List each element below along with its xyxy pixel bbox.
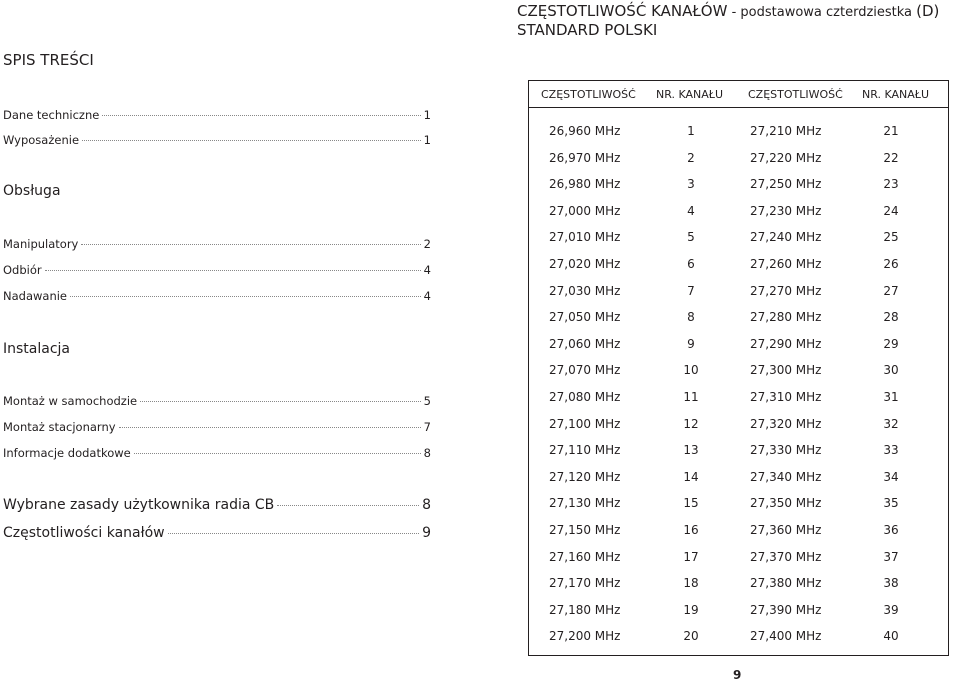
page-number: 9 (733, 668, 742, 682)
channel-cell: 21 (883, 124, 899, 138)
frequency-cell: 27,170 MHz (549, 576, 621, 591)
channel-cell: 9 (687, 336, 695, 351)
toc-entry-dane-techniczne[interactable] (3, 108, 431, 122)
channel-cell: 16 (683, 523, 699, 537)
channel-cell: 12 (683, 416, 699, 431)
toc-entry-label: Wybrane zasady użytkownika radia CB (3, 497, 275, 513)
frequency-cell: 27,050 MHz (549, 310, 621, 325)
channel-cell: 29 (883, 336, 899, 351)
toc-entry-page: 2 (423, 237, 431, 251)
frequency-cell: 27,110 MHz (549, 443, 621, 458)
toc-leader-dots (134, 453, 421, 454)
toc-entry-montaz-stacjonarny[interactable] (3, 420, 431, 434)
frequency-cell: 27,260 MHz (750, 257, 822, 271)
frequency-cell: 27,210 MHz (750, 124, 822, 138)
channel-cell: 8 (687, 310, 695, 325)
toc-entry-montaz-samochod[interactable] (3, 394, 431, 408)
page-title-main: CZĘSTOTLIWOŚĆ KANAŁÓW (517, 2, 728, 20)
toc-entry-label: Informacje dodatkowe (3, 446, 131, 460)
frequency-table (528, 80, 949, 656)
frequency-cell: 27,310 MHz (750, 390, 822, 404)
channel-cell: 32 (883, 416, 899, 431)
page-title-sub: - podstawowa czterdziestka (727, 5, 917, 20)
frequency-cell: 26,970 MHz (549, 150, 621, 165)
channel-cell: 1 (687, 124, 695, 138)
channel-cell: 3 (687, 177, 695, 192)
frequency-cell: 27,160 MHz (549, 549, 621, 564)
toc-entry-page: 8 (423, 446, 431, 460)
toc-leader-dots (119, 427, 421, 428)
channel-cell: 37 (883, 549, 899, 564)
toc-entry-nadawanie[interactable] (3, 289, 431, 303)
frequency-cell: 27,220 MHz (750, 150, 822, 165)
toc-entry-label: Dane techniczne (3, 108, 100, 122)
toc-leader-dots (140, 401, 421, 402)
toc-entry-label: Montaż stacjonarny (3, 420, 116, 434)
toc-entry-label: Nadawanie (3, 289, 68, 303)
frequency-cell: 27,370 MHz (750, 549, 822, 564)
channel-cell: 26 (883, 257, 899, 271)
frequency-cell: 27,150 MHz (549, 523, 621, 537)
page-title-code: (D) (916, 2, 940, 20)
channel-cell: 24 (883, 203, 899, 218)
toc-entry-page: 9 (422, 525, 431, 541)
channel-cell: 22 (883, 150, 899, 165)
channel-cell: 40 (883, 629, 899, 644)
frequency-cell: 27,120 MHz (549, 469, 621, 484)
frequency-cell: 27,240 MHz (750, 230, 822, 245)
toc-leader-dots (82, 140, 421, 141)
channel-cell: 39 (883, 602, 899, 617)
frequency-cell: 27,390 MHz (750, 602, 822, 617)
toc-entry-label: Odbiór (3, 263, 42, 277)
channel-cell: 25 (883, 230, 899, 245)
channel-cell: 7 (687, 283, 695, 298)
toc-leader-dots (102, 115, 420, 116)
toc-leader-dots (70, 296, 421, 297)
toc-title: SPIS TREŚCI (3, 51, 94, 69)
toc-entry-wyposazenie[interactable] (3, 133, 431, 147)
toc-leader-dots (277, 505, 419, 506)
frequency-cell: 27,300 MHz (750, 363, 822, 378)
channel-cell: 10 (683, 363, 699, 378)
toc-entry-odbior[interactable] (3, 263, 431, 277)
header-channel-2: NR. KANAŁU (862, 88, 930, 101)
frequency-cell: 27,200 MHz (549, 629, 621, 644)
toc-entry-page: 5 (423, 394, 431, 408)
frequency-cell: 27,250 MHz (750, 177, 822, 192)
channel-cell: 17 (683, 549, 699, 564)
toc-entry-czestotliwosci[interactable] (3, 525, 431, 541)
page-title (517, 2, 939, 22)
toc-entry-label: Montaż w samochodzie (3, 394, 138, 408)
page-subtitle: STANDARD POLSKI (517, 21, 658, 39)
channel-cell: 5 (687, 230, 695, 245)
toc-entry-label: Częstotliwości kanałów (3, 525, 165, 541)
header-frequency-2: CZĘSTOTLIWOŚĆ (748, 88, 843, 101)
toc-leader-dots (45, 270, 421, 271)
channel-cell: 34 (883, 469, 899, 484)
frequency-cell: 27,360 MHz (750, 523, 822, 537)
toc-entry-zasady[interactable] (3, 497, 431, 513)
channel-cell: 2 (687, 150, 695, 165)
frequency-cell: 27,270 MHz (750, 283, 822, 298)
frequency-cell: 27,290 MHz (750, 336, 822, 351)
frequency-cell: 27,380 MHz (750, 576, 822, 591)
frequency-cell: 27,400 MHz (750, 629, 822, 644)
toc-entry-label: Wyposażenie (3, 133, 80, 147)
toc-entry-manipulatory[interactable] (3, 237, 431, 251)
channel-cell: 18 (683, 576, 699, 591)
frequency-cell: 27,330 MHz (750, 443, 822, 458)
channel-cell: 6 (687, 257, 695, 271)
toc-entry-page: 4 (423, 289, 431, 303)
channel-cell: 11 (683, 390, 699, 404)
header-channel-1: NR. KANAŁU (656, 88, 724, 101)
frequency-cell: 27,030 MHz (549, 283, 621, 298)
channel-cell: 23 (883, 177, 899, 192)
frequency-cell: 27,280 MHz (750, 310, 822, 325)
header-divider (529, 107, 948, 108)
channel-cell: 13 (683, 443, 699, 458)
frequency-cell: 27,060 MHz (549, 336, 621, 351)
frequency-cell: 26,980 MHz (549, 177, 621, 192)
header-frequency-1: CZĘSTOTLIWOŚĆ (541, 88, 636, 101)
frequency-cell: 27,070 MHz (549, 363, 621, 378)
frequency-cell: 27,340 MHz (750, 469, 822, 484)
toc-section-instalacja[interactable]: Instalacja (3, 341, 70, 357)
channel-cell: 35 (883, 496, 899, 511)
frequency-cell: 27,130 MHz (549, 496, 621, 511)
frequency-cell: 26,960 MHz (549, 124, 621, 138)
channel-cell: 27 (883, 283, 899, 298)
toc-entry-page: 1 (423, 133, 431, 147)
channel-cell: 19 (683, 602, 699, 617)
toc-entry-page: 8 (422, 497, 431, 513)
frequency-cell: 27,180 MHz (549, 602, 621, 617)
frequency-cell: 27,010 MHz (549, 230, 621, 245)
channel-cell: 14 (683, 469, 699, 484)
channel-cell: 4 (687, 203, 695, 218)
channel-cell: 15 (683, 496, 699, 511)
toc-entry-page: 4 (423, 263, 431, 277)
toc-entry-page: 1 (423, 108, 431, 122)
frequency-cell: 27,000 MHz (549, 203, 621, 218)
frequency-cell: 27,100 MHz (549, 416, 621, 431)
frequency-cell: 27,080 MHz (549, 390, 621, 404)
frequency-cell: 27,020 MHz (549, 257, 621, 271)
toc-leader-dots (81, 244, 420, 245)
toc-entry-page: 7 (423, 420, 431, 434)
toc-section-obsluga[interactable]: Obsługa (3, 183, 61, 199)
channel-cell: 28 (883, 310, 899, 325)
toc-leader-dots (168, 533, 419, 534)
channel-cell: 20 (683, 629, 699, 644)
channel-cell: 31 (883, 390, 899, 404)
frequency-cell: 27,350 MHz (750, 496, 822, 511)
channel-cell: 33 (883, 443, 899, 458)
channel-cell: 36 (883, 523, 899, 537)
toc-entry-label: Manipulatory (3, 237, 79, 251)
channel-cell: 30 (883, 363, 899, 378)
frequency-cell: 27,230 MHz (750, 203, 822, 218)
channel-cell: 38 (883, 576, 899, 591)
toc-entry-informacje[interactable] (3, 446, 431, 460)
frequency-cell: 27,320 MHz (750, 416, 822, 431)
